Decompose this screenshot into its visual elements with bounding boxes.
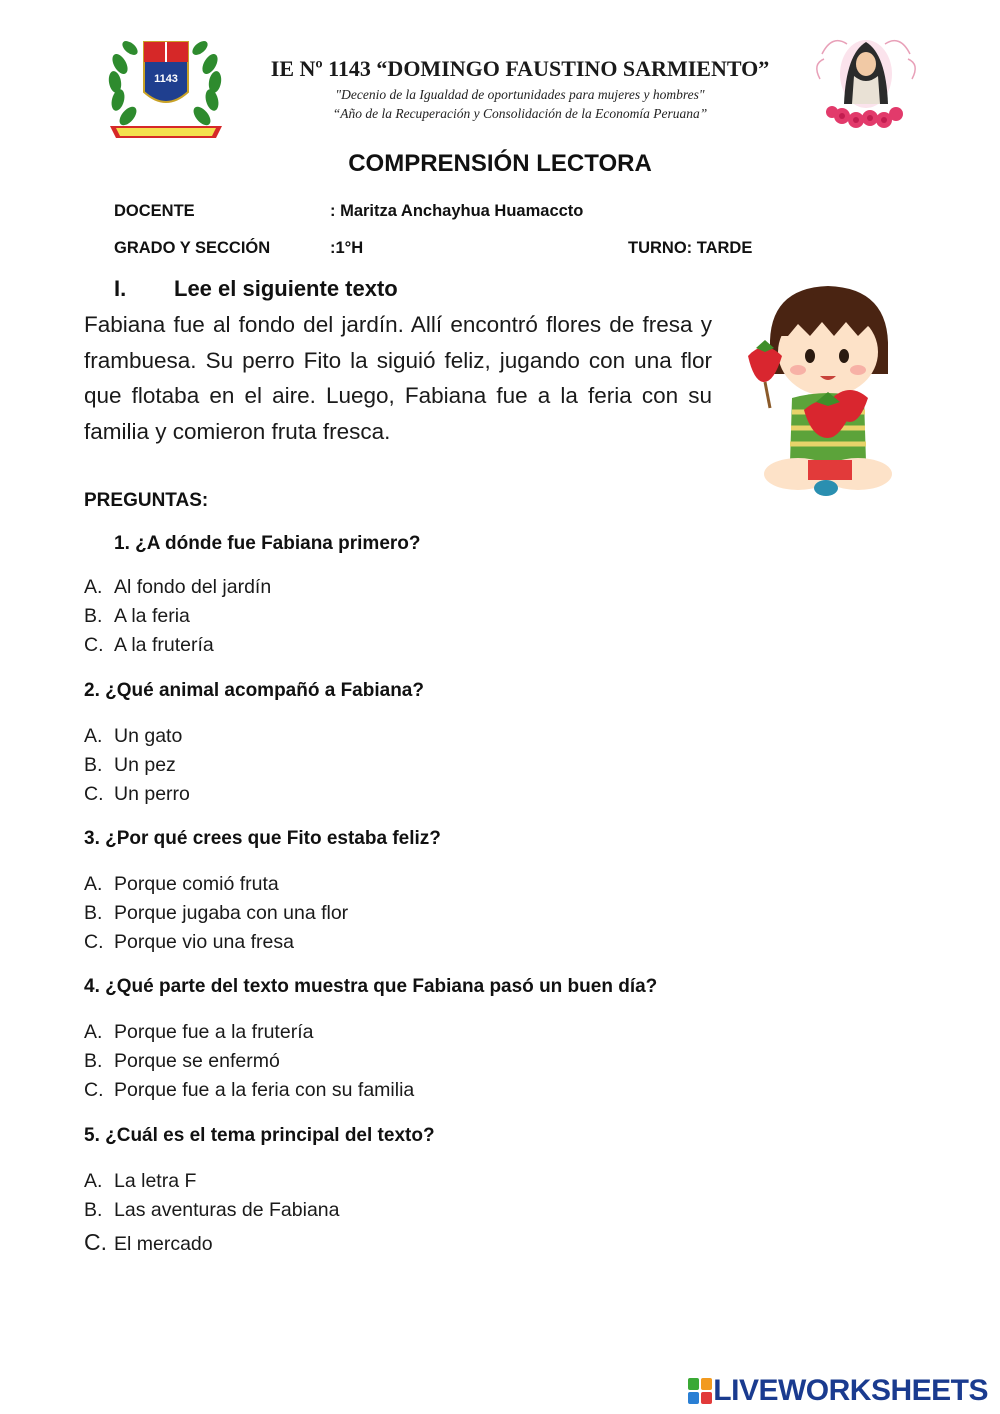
question-1-option-b[interactable] — [84, 605, 190, 628]
option-letter: B. — [84, 754, 103, 776]
motto-line-1: "Decenio de la Igualdad de oportunidades para mujeres y hombres" — [335, 87, 705, 102]
option-letter: C. — [84, 1229, 107, 1255]
question-3-option-a[interactable] — [84, 873, 279, 896]
turno-value: TURNO: TARDE — [628, 239, 753, 257]
option-letter: A. — [84, 1170, 103, 1192]
option-text: El mercado — [114, 1233, 213, 1255]
option-text: Al fondo del jardín — [114, 576, 272, 598]
saint-image — [812, 24, 920, 132]
option-text: Un perro — [114, 783, 190, 805]
questions-heading: PREGUNTAS: — [84, 490, 209, 511]
question-4-option-b[interactable] — [84, 1050, 280, 1073]
section-title: Lee el siguiente texto — [174, 276, 398, 301]
option-text: Porque fue a la feria con su familia — [114, 1079, 415, 1101]
question-5-option-b[interactable] — [84, 1199, 340, 1222]
option-text: A la frutería — [114, 634, 214, 656]
option-letter: C. — [84, 783, 104, 805]
option-text: Porque jugaba con una flor — [114, 902, 349, 924]
question-5: 5. ¿Cuál es el tema principal del texto? — [84, 1125, 435, 1146]
question-2-option-a[interactable] — [84, 725, 182, 748]
crest-number: 1143 — [154, 73, 178, 85]
docente-label: DOCENTE — [114, 202, 195, 220]
reading-text: Fabiana fue al fondo del jardín. Allí encontró flores de fresa y frambuesa. Su perro Fito la siguió feliz, jugando con una flor que flotaba en el aire. Luego, Fabiana fue a la feria con su familia y comieron fruta fresca. — [84, 312, 712, 444]
option-text: A la feria — [114, 605, 190, 627]
grado-value: :1°H — [330, 239, 364, 257]
motto-line-2: “Año de la Recuperación y Consolidación de la Economía Peruana” — [332, 106, 708, 121]
question-1: 1. ¿A dónde fue Fabiana primero? — [114, 533, 421, 554]
option-text: Porque vio una fresa — [114, 931, 294, 953]
question-2-option-b[interactable] — [84, 754, 176, 777]
option-letter: A. — [84, 725, 103, 747]
option-letter: B. — [84, 902, 103, 924]
liveworksheets-logo[interactable] — [687, 1374, 988, 1408]
option-letter: C. — [84, 634, 104, 656]
option-text: Las aventuras de Fabiana — [114, 1199, 340, 1221]
option-text: Porque comió fruta — [114, 873, 279, 895]
option-letter: A. — [84, 1021, 103, 1043]
option-text: Un gato — [114, 725, 183, 747]
section-number: I. — [114, 276, 127, 301]
option-letter: B. — [84, 605, 103, 627]
option-letter: C. — [84, 1079, 104, 1101]
question-4: 4. ¿Qué parte del texto muestra que Fabiana pasó un buen día? — [84, 976, 658, 997]
liveworksheets-brand: LIVEWORKSHEETS — [713, 1374, 988, 1407]
document-title: COMPRENSIÓN LECTORA — [348, 150, 652, 177]
grado-label: GRADO Y SECCIÓN — [114, 239, 271, 257]
school-crest-logo — [106, 34, 226, 146]
question-5-option-a[interactable] — [84, 1170, 196, 1193]
question-4-option-c[interactable] — [84, 1079, 414, 1102]
question-3-option-b[interactable] — [84, 902, 348, 925]
liveworksheets-icon — [687, 1377, 713, 1405]
option-letter: A. — [84, 576, 103, 598]
school-name: IE Nº 1143 “DOMINGO FAUSTINO SARMIENTO” — [270, 56, 770, 81]
question-3-option-c[interactable] — [84, 931, 294, 954]
option-text: Porque fue a la frutería — [114, 1021, 314, 1043]
option-text: Porque se enfermó — [114, 1050, 280, 1072]
girl-with-strawberries-image — [740, 278, 900, 504]
question-1-option-a[interactable] — [84, 576, 271, 599]
option-letter: B. — [84, 1199, 103, 1221]
option-letter: C. — [84, 931, 104, 953]
question-4-option-a[interactable] — [84, 1021, 313, 1044]
option-letter: A. — [84, 873, 103, 895]
option-text: Un pez — [114, 754, 176, 776]
question-3: 3. ¿Por qué crees que Fito estaba feliz? — [84, 828, 441, 849]
question-2: 2. ¿Qué animal acompañó a Fabiana? — [84, 680, 424, 701]
option-text: La letra F — [114, 1170, 197, 1192]
question-2-option-c[interactable] — [84, 783, 190, 806]
question-5-option-c[interactable] — [84, 1229, 213, 1256]
question-1-option-c[interactable] — [84, 634, 214, 657]
option-letter: B. — [84, 1050, 103, 1072]
docente-value: : Maritza Anchayhua Huamaccto — [330, 202, 584, 220]
